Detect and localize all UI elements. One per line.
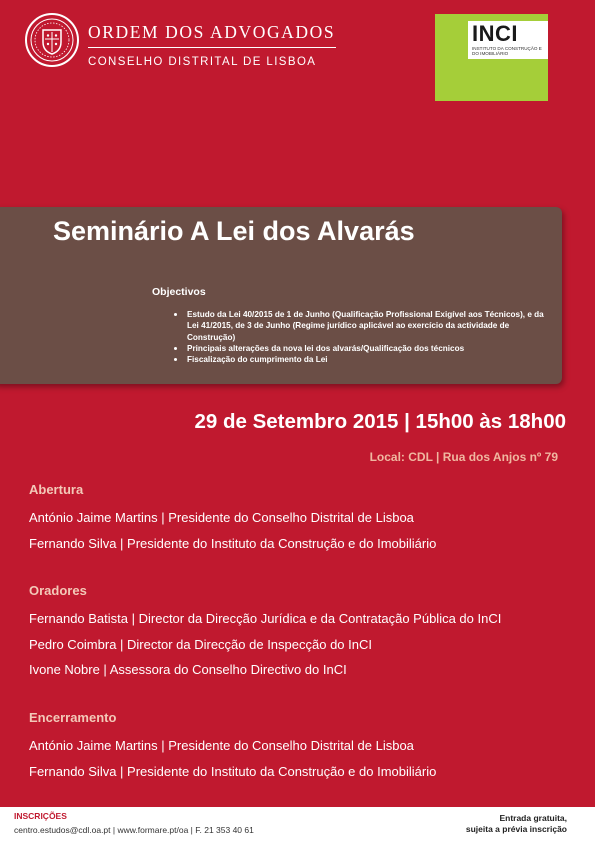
speaker-line: Fernando Silva | Presidente do Instituto da Construção e do Imobiliário — [29, 535, 437, 551]
prior-registration-line: sujeita a prévia inscrição — [465, 823, 567, 834]
registration-contacts: centro.estudos@cdl.oa.pt | www.formare.pt/oa | F. 21 353 40 61 — [14, 825, 254, 835]
header-divider — [88, 47, 336, 48]
speaker-line: Fernando Silva | Presidente do Instituto da Construção e do Imobiliário — [29, 763, 437, 779]
objectives-heading: Objectivos — [152, 286, 206, 298]
free-entry-note — [407, 813, 567, 834]
registrations-label: INSCRIÇÕES — [14, 811, 67, 821]
event-date: 29 de Setembro 2015 | 15h00 às 18h00 — [194, 410, 566, 433]
objective-item: Estudo da Lei 40/2015 de 1 de Junho (Qualificação Profissional Exigível aos Técnicos), e da Lei 41/2015, de 3 de Junho (Regime jurídico aplicável ao exercício da actividade de Construção) — [174, 309, 546, 343]
speaker-line: António Jaime Martins | Presidente do Conselho Distrital de Lisboa — [29, 510, 414, 525]
organization-name: ORDEM DOS ADVOGADOS — [88, 22, 336, 42]
coat-of-arms-seal-icon — [24, 12, 80, 68]
seminar-title: Seminário A Lei dos Alvarás — [53, 216, 415, 246]
objective-item: Fiscalização do cumprimento da Lei — [174, 354, 546, 365]
speaker-line: António Jaime Martins | Presidente do Conselho Distrital de Lisboa — [29, 738, 414, 753]
footer — [0, 807, 595, 842]
section-closing — [29, 710, 569, 784]
section-heading: Oradores — [29, 583, 87, 598]
partner-logo-mark: INCI — [472, 21, 518, 46]
speaker-line: Pedro Coimbra | Director da Direcção de Inspecção do InCI — [29, 636, 372, 652]
organization-subtitle: CONSELHO DISTRITAL DE LISBOA — [88, 56, 317, 68]
free-entry-line: Entrada gratuita, — [499, 813, 567, 823]
speaker-line: Fernando Batista | Director da Direcção Jurídica e da Contratação Pública do InCI — [29, 611, 502, 626]
objectives-list — [174, 309, 546, 365]
partner-logo-subtitle: INSTITUTO DA CONSTRUÇÃO E DO IMOBILIÁRIO — [472, 46, 542, 57]
section-heading: Encerramento — [29, 710, 117, 725]
partner-logo — [435, 14, 548, 101]
speaker-line: Ivone Nobre | Assessora do Conselho Directivo do InCI — [29, 662, 347, 677]
objective-item: Principais alterações da nova lei dos alvarás/Qualificação dos técnicos — [174, 343, 546, 354]
section-speakers — [29, 583, 569, 683]
section-heading: Abertura — [29, 482, 84, 497]
section-opening — [29, 482, 569, 556]
event-location: Local: CDL | Rua dos Anjos nº 79 — [369, 450, 558, 464]
